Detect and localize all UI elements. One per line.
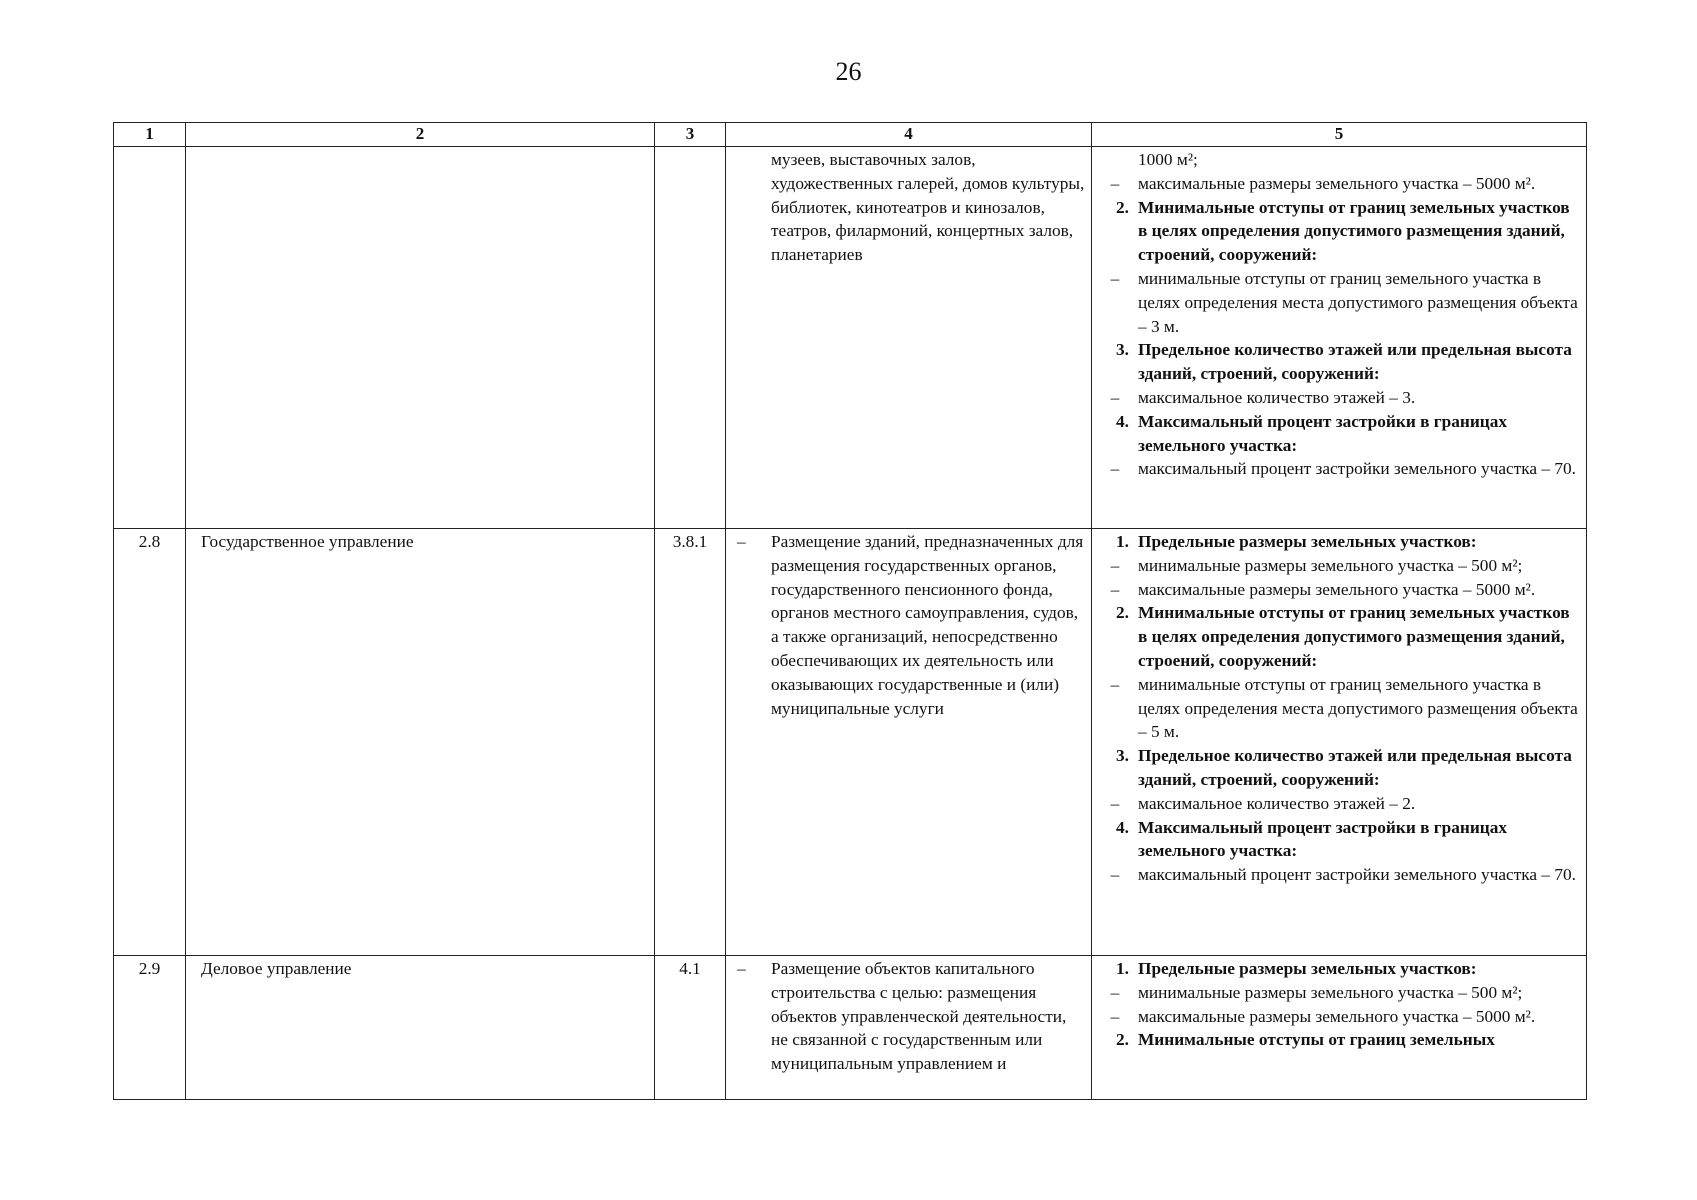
param-marker: – — [1110, 793, 1120, 813]
param-marker: – — [1110, 459, 1120, 479]
param-text: максимальные размеры земельного участка – 5000 м². — [1138, 173, 1536, 193]
row-number — [114, 147, 186, 529]
param-item — [1092, 386, 1582, 410]
param-item — [1092, 1005, 1582, 1029]
param-text: 1000 м²; — [1138, 150, 1198, 169]
param-text: максимальный процент застройки земельного участка – 70. — [1138, 459, 1576, 479]
param-item — [1092, 172, 1582, 196]
param-text: минимальные отступы от границ земельного участка в целях определения места допустимого размещения объекта – 5 м. — [1138, 674, 1578, 742]
use-description: Размещение объектов капитального строительства с целью: размещения объектов управленческой деятельности, не связанной с государственным или муниципальным управлением и — [771, 959, 1067, 1074]
use-code: 4.1 — [655, 956, 726, 1100]
use-description: Размещение зданий, предназначенных для размещения государственных органов, государственного пенсионного фонда, органов местного самоуправления, судов, а также организаций, непосредственно обеспечивающих их деятельность или оказывающих государственные и (или) муниципальные услуги — [771, 532, 1084, 718]
row-number: 2.9 — [114, 956, 186, 1100]
table-row — [114, 147, 1587, 529]
param-text: Минимальные отступы от границ земельных участков в целях определения допустимого размещения зданий, строений, сооружений: — [1138, 197, 1570, 265]
param-item — [1092, 457, 1582, 481]
param-heading — [1092, 601, 1582, 672]
param-text: Минимальные отступы от границ земельных — [1138, 1030, 1495, 1050]
param-text: Предельное количество этажей или предельная высота зданий, строений, сооружений: — [1138, 340, 1572, 384]
description-dash: – — [737, 959, 746, 978]
param-heading — [1092, 410, 1582, 458]
param-marker: – — [1110, 1006, 1120, 1026]
param-marker: 4. — [1116, 817, 1129, 837]
param-text: максимальное количество этажей – 2. — [1138, 793, 1416, 813]
param-text: Максимальный процент застройки в границах земельного участка: — [1138, 817, 1508, 861]
header-col-2: 2 — [186, 123, 655, 147]
param-text: Предельные размеры земельных участков: — [1138, 959, 1477, 978]
param-item — [1092, 554, 1582, 578]
row-number: 2.8 — [114, 529, 186, 956]
param-marker: – — [1110, 579, 1120, 599]
param-item — [1092, 673, 1582, 744]
param-text: максимальные размеры земельного участка – 5000 м². — [1138, 579, 1536, 599]
param-text: Предельные размеры земельных участков: — [1138, 532, 1477, 551]
param-marker: – — [1110, 555, 1120, 575]
param-item — [1092, 148, 1582, 172]
param-heading — [1092, 530, 1582, 554]
params-cell — [1092, 956, 1587, 1100]
param-text: максимальное количество этажей – 3. — [1138, 387, 1416, 407]
use-name — [186, 147, 655, 529]
param-heading — [1092, 338, 1582, 386]
param-text: максимальные размеры земельного участка – 5000 м². — [1138, 1006, 1536, 1026]
param-text: минимальные отступы от границ земельного участка в целях определения места допустимого размещения объекта – 3 м. — [1138, 268, 1578, 336]
header-col-3: 3 — [655, 123, 726, 147]
use-description-cell — [726, 529, 1092, 956]
param-marker: – — [1110, 982, 1120, 1002]
use-name: Деловое управление — [186, 956, 655, 1100]
table-row — [114, 956, 1587, 1100]
param-marker: 3. — [1116, 746, 1129, 766]
param-marker: 3. — [1116, 340, 1129, 360]
param-text: минимальные размеры земельного участка – 500 м²; — [1138, 555, 1523, 575]
param-marker: 4. — [1116, 411, 1129, 431]
param-heading — [1092, 957, 1582, 981]
use-code — [655, 147, 726, 529]
param-heading — [1092, 816, 1582, 864]
description-dash: – — [737, 532, 746, 551]
use-description: музеев, выставочных залов, художественных галерей, домов культуры, библиотек, кинотеатров и кинозалов, театров, филармоний, концертных залов, планетариев — [771, 150, 1085, 265]
header-col-1: 1 — [114, 123, 186, 147]
zoning-table — [113, 122, 1587, 1100]
param-item — [1092, 267, 1582, 338]
param-marker: – — [1110, 674, 1120, 694]
use-description-cell — [726, 147, 1092, 529]
param-marker: 1. — [1116, 532, 1129, 551]
param-item — [1092, 792, 1582, 816]
param-marker: 1. — [1116, 959, 1129, 978]
param-marker: – — [1110, 865, 1120, 885]
use-code: 3.8.1 — [655, 529, 726, 956]
param-marker — [1092, 148, 1138, 172]
use-description-cell — [726, 956, 1092, 1100]
param-item — [1092, 578, 1582, 602]
param-text: Минимальные отступы от границ земельных участков в целях определения допустимого размещения зданий, строений, сооружений: — [1138, 603, 1570, 670]
param-marker: 2. — [1116, 197, 1129, 217]
param-marker: – — [1110, 173, 1120, 193]
use-name: Государственное управление — [186, 529, 655, 956]
param-marker: – — [1110, 387, 1120, 407]
param-marker: – — [1110, 268, 1120, 288]
page-number: 26 — [835, 57, 862, 86]
params-cell — [1092, 529, 1587, 956]
param-heading — [1092, 744, 1582, 792]
param-heading — [1092, 1028, 1582, 1052]
param-text: Предельное количество этажей или предельная высота зданий, строений, сооружений: — [1138, 746, 1572, 789]
param-text: максимальный процент застройки земельного участка – 70. — [1138, 865, 1576, 885]
param-heading — [1092, 196, 1582, 267]
param-marker: 2. — [1116, 1030, 1129, 1050]
header-col-5: 5 — [1092, 123, 1587, 147]
param-item — [1092, 863, 1582, 887]
param-marker: 2. — [1116, 603, 1129, 623]
params-cell — [1092, 147, 1587, 529]
header-row — [114, 123, 1587, 147]
table-row — [114, 529, 1587, 956]
param-text: Максимальный процент застройки в границах земельного участка: — [1138, 411, 1508, 455]
param-item — [1092, 981, 1582, 1005]
description-dash — [726, 148, 771, 267]
header-col-4: 4 — [726, 123, 1092, 147]
param-text: минимальные размеры земельного участка – 500 м²; — [1138, 982, 1523, 1002]
